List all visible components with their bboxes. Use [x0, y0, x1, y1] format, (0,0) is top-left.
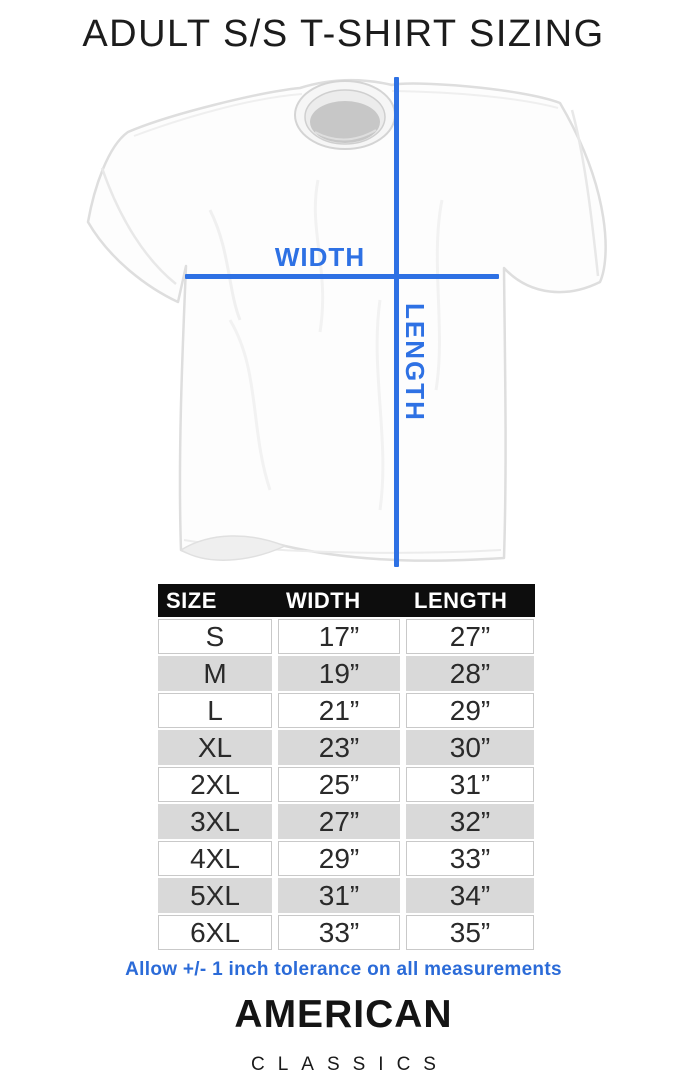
size-table — [158, 584, 535, 950]
table-row — [158, 656, 535, 691]
cell-width: 29” — [278, 841, 400, 876]
cell-width: 27” — [278, 804, 400, 839]
column-header-length: LENGTH — [414, 588, 508, 613]
cell-width: 19” — [278, 656, 400, 691]
cell-length: 31” — [406, 767, 534, 802]
cell-width: 31” — [278, 878, 400, 913]
table-row — [158, 767, 535, 802]
cell-length: 35” — [406, 915, 534, 950]
cell-size: L — [158, 693, 272, 728]
cell-size: S — [158, 619, 272, 654]
table-row — [158, 841, 535, 876]
tolerance-note: Allow +/- 1 inch tolerance on all measurements — [125, 959, 562, 980]
cell-width: 17” — [278, 619, 400, 654]
cell-length: 34” — [406, 878, 534, 913]
cell-size: XL — [158, 730, 272, 765]
cell-length: 28” — [406, 656, 534, 691]
table-row — [158, 619, 535, 654]
cell-width: 25” — [278, 767, 400, 802]
cell-size: 4XL — [158, 841, 272, 876]
table-row — [158, 804, 535, 839]
cell-width: 23” — [278, 730, 400, 765]
page-title: ADULT S/S T-SHIRT SIZING — [82, 13, 605, 55]
cell-length: 27” — [406, 619, 534, 654]
cell-size: 6XL — [158, 915, 272, 950]
length-label: LENGTH — [400, 303, 430, 422]
column-header-size: SIZE — [166, 588, 217, 613]
cell-size: 5XL — [158, 878, 272, 913]
cell-length: 32” — [406, 804, 534, 839]
table-row — [158, 730, 535, 765]
cell-size: M — [158, 656, 272, 691]
cell-length: 29” — [406, 693, 534, 728]
table-row — [158, 693, 535, 728]
width-measure-line — [185, 274, 499, 279]
table-header — [158, 584, 535, 617]
cell-width: 21” — [278, 693, 400, 728]
column-header-width: WIDTH — [286, 588, 361, 613]
tshirt-image — [80, 70, 615, 575]
table-row — [158, 878, 535, 913]
brand-name: AMERICAN — [234, 993, 453, 1036]
cell-size: 3XL — [158, 804, 272, 839]
cell-size: 2XL — [158, 767, 272, 802]
width-label: WIDTH — [274, 242, 366, 272]
brand-subname: CLASSICS — [251, 1054, 449, 1075]
brand-logo — [0, 995, 687, 1075]
table-row — [158, 915, 535, 950]
cell-length: 30” — [406, 730, 534, 765]
cell-width: 33” — [278, 915, 400, 950]
cell-length: 33” — [406, 841, 534, 876]
